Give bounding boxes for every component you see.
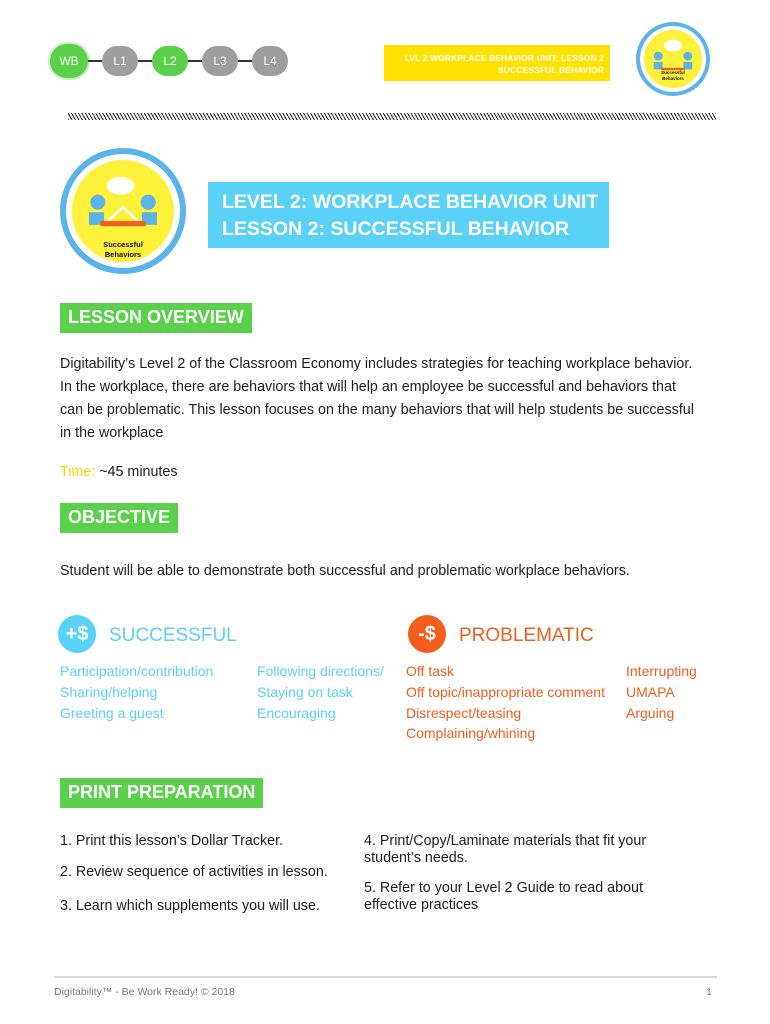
- successful-title: SUCCESSFUL: [109, 625, 237, 646]
- successful-list-1: [60, 661, 213, 723]
- lesson-badge-caption: Successful Behaviors: [103, 240, 143, 259]
- list-item: UMAPA: [626, 683, 675, 700]
- minus-dollar-icon: -$: [408, 615, 446, 653]
- footer-copyright: Digitability™ - Be Work Ready! © 2018: [54, 986, 235, 998]
- problematic-list-2: [626, 661, 697, 723]
- objective-text: Student will be able to demonstrate both successful and problematic workplace behaviors.: [60, 563, 630, 579]
- list-item: Interrupting: [626, 663, 697, 679]
- title-line1: LEVEL 2: WORKPLACE BEHAVIOR UNIT: [222, 191, 599, 213]
- list-item: Off topic/inappropriate comment: [406, 683, 605, 700]
- lesson-overview-heading: LESSON OVERVIEW: [60, 303, 252, 333]
- print-preparation-heading: PRINT PREPARATION: [60, 778, 263, 808]
- nav-connector: [188, 60, 202, 62]
- header-tag-line1: LVL 2 WORKPLACE BEHAVIOR UNIT; LESSON 2: [404, 53, 604, 63]
- lesson-time: [60, 464, 177, 480]
- list-item: Participation/contribution: [60, 663, 214, 679]
- time-value: ~45 minutes: [95, 464, 178, 480]
- list-item: Complaining/whining: [406, 725, 536, 742]
- nav-pill-l3[interactable]: L3: [202, 46, 238, 76]
- header-lesson-tag: [384, 45, 610, 81]
- nav-pill-l2[interactable]: L2: [152, 46, 188, 76]
- lesson-title: [208, 182, 609, 248]
- list-item: Greeting a guest: [60, 704, 164, 721]
- footer-divider: [54, 976, 717, 978]
- prep-step-1: 1. Print this lesson’s Dollar Tracker.: [60, 833, 284, 849]
- prep-step-4: 4. Print/Copy/Laminate materials that fit your student’s needs.: [364, 833, 647, 866]
- nav-pill-l1[interactable]: L1: [102, 46, 138, 76]
- decorative-divider: [68, 113, 716, 120]
- time-label: Time:: [60, 464, 96, 480]
- successful-list-2: [257, 661, 384, 723]
- header-tag-line2: SUCCESSFUL BEHAVIOR: [498, 65, 604, 76]
- header-badge-caption: Successful Behaviors: [661, 70, 685, 81]
- plus-dollar-icon: +$: [58, 615, 96, 653]
- problematic-list-1: [406, 661, 605, 744]
- list-item: Staying on task: [257, 683, 353, 700]
- lesson-overview-text: Digitability’s Level 2 of the Classroom Economy includes strategies for teaching workplace behavior. In the workplace, there are behaviors that will help an employee be successful and behaviors that can be problematic. This lesson focuses on the many behaviors that will help students be successful in the workplace: [60, 356, 694, 441]
- list-item: Arguing: [626, 704, 675, 721]
- objective-heading: OBJECTIVE: [60, 503, 178, 533]
- list-item: Sharing/helping: [60, 683, 158, 700]
- list-item: Disrespect/teasing: [406, 704, 522, 721]
- page-number: 1: [706, 986, 712, 998]
- lesson-nav: [50, 44, 288, 78]
- list-item: Encouraging: [257, 704, 336, 721]
- nav-connector: [138, 60, 152, 62]
- meeting-icon: [636, 22, 710, 96]
- nav-pill-wb[interactable]: WB: [50, 44, 88, 78]
- prep-step-5: 5. Refer to your Level 2 Guide to read about effective practices: [364, 880, 643, 913]
- nav-connector: [238, 60, 252, 62]
- prep-step-3: 3. Learn which supplements you will use.: [60, 898, 320, 914]
- problematic-title: PROBLEMATIC: [459, 625, 594, 646]
- nav-connector: [88, 60, 102, 62]
- lesson-badge-logo: [60, 148, 186, 274]
- list-item: Off task: [406, 663, 454, 679]
- list-item: Following directions/: [257, 663, 384, 679]
- header-badge-logo: [636, 22, 710, 96]
- title-line2: LESSON 2: SUCCESSFUL BEHAVIOR: [222, 218, 570, 241]
- prep-step-2: 2. Review sequence of activities in lesson.: [60, 864, 328, 880]
- nav-pill-l4[interactable]: L4: [252, 46, 288, 76]
